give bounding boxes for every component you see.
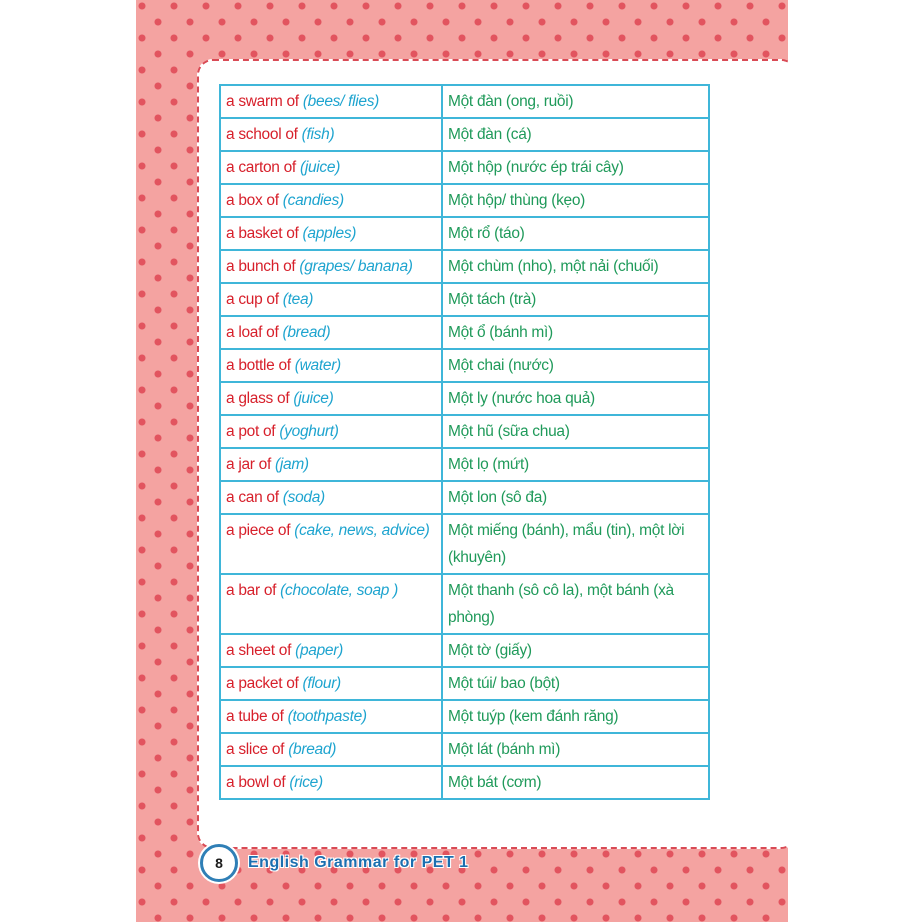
phrase-cell [220, 733, 442, 766]
table-row [220, 481, 709, 514]
phrase-cell [220, 151, 442, 184]
noun-example: (rice) [289, 774, 323, 791]
translation-cell: Một túi/ bao (bột) [442, 667, 709, 700]
quantity-phrase: a bunch of [226, 258, 300, 275]
translation-cell: Một thanh (sô cô la), một bánh (xà phòng) [442, 574, 709, 634]
phrase-cell [220, 349, 442, 382]
phrase-cell [220, 283, 442, 316]
phrase-cell [220, 448, 442, 481]
quantity-phrase: a school of [226, 126, 302, 143]
table-row [220, 217, 709, 250]
table-row [220, 349, 709, 382]
translation-cell: Một ổ (bánh mì) [442, 316, 709, 349]
phrase-cell [220, 634, 442, 667]
quantity-phrase: a piece of [226, 522, 295, 539]
quantity-phrase: a tube of [226, 708, 288, 725]
translation-cell: Một tách (trà) [442, 283, 709, 316]
table-row [220, 700, 709, 733]
noun-example: (jam) [275, 456, 309, 473]
noun-example: (juice) [293, 390, 334, 407]
noun-example: (yoghurt) [279, 423, 339, 440]
table-row [220, 316, 709, 349]
noun-example: (fish) [301, 126, 335, 143]
quantity-phrase: a can of [226, 489, 283, 506]
noun-example: (bees/ flies) [302, 93, 380, 110]
quantity-phrase: a pot of [226, 423, 280, 440]
quantity-phrase: a bar of [226, 582, 281, 599]
quantity-phrase: a loaf of [226, 324, 283, 341]
phrase-cell [220, 316, 442, 349]
noun-example: (cake, news, advice) [294, 522, 430, 539]
translation-cell: Một đàn (ong, ruồi) [442, 85, 709, 118]
phrase-cell [220, 766, 442, 799]
vocabulary-table [219, 84, 710, 800]
translation-cell: Một ly (nước hoa quả) [442, 382, 709, 415]
noun-example: (flour) [302, 675, 341, 692]
noun-example: (bread) [288, 741, 337, 758]
phrase-cell [220, 514, 442, 574]
quantity-phrase: a box of [226, 192, 283, 209]
table-row [220, 634, 709, 667]
table-row [220, 184, 709, 217]
translation-cell: Một lát (bánh mì) [442, 733, 709, 766]
phrase-cell [220, 382, 442, 415]
phrase-cell [220, 85, 442, 118]
noun-example: (chocolate, soap ) [280, 582, 398, 599]
quantity-phrase: a carton of [226, 159, 300, 176]
table-row [220, 574, 709, 634]
translation-cell: Một rổ (táo) [442, 217, 709, 250]
quantity-phrase: a bottle of [226, 357, 295, 374]
translation-cell: Một đàn (cá) [442, 118, 709, 151]
table-row [220, 733, 709, 766]
translation-cell: Một miếng (bánh), mẩu (tin), một lời (khuyên) [442, 514, 709, 574]
quantity-phrase: a glass of [226, 390, 294, 407]
table-row [220, 283, 709, 316]
quantity-phrase: a cup of [226, 291, 283, 308]
table-row [220, 667, 709, 700]
vocabulary-table-body [220, 85, 709, 799]
noun-example: (juice) [299, 159, 341, 176]
table-row [220, 85, 709, 118]
quantity-phrase: a swarm of [226, 93, 303, 110]
phrase-cell [220, 217, 442, 250]
noun-example: (apples) [302, 225, 357, 242]
table-row [220, 448, 709, 481]
quantity-phrase: a bowl of [226, 774, 290, 791]
quantity-phrase: a packet of [226, 675, 303, 692]
translation-cell: Một lon (sô đa) [442, 481, 709, 514]
table-row [220, 118, 709, 151]
noun-example: (candies) [282, 192, 344, 209]
translation-cell: Một tờ (giấy) [442, 634, 709, 667]
noun-example: (grapes/ banana) [299, 258, 413, 275]
table-row [220, 514, 709, 574]
page-footer [200, 845, 469, 881]
translation-cell: Một chai (nước) [442, 349, 709, 382]
translation-cell: Một hũ (sữa chua) [442, 415, 709, 448]
quantity-phrase: a sheet of [226, 642, 296, 659]
quantity-phrase: a jar of [226, 456, 275, 473]
table-row [220, 382, 709, 415]
phrase-cell [220, 415, 442, 448]
phrase-cell [220, 700, 442, 733]
phrase-cell [220, 184, 442, 217]
table-row [220, 250, 709, 283]
phrase-cell [220, 667, 442, 700]
translation-cell: Một chùm (nho), một nải (chuối) [442, 250, 709, 283]
phrase-cell [220, 250, 442, 283]
translation-cell: Một bát (cơm) [442, 766, 709, 799]
noun-example: (toothpaste) [287, 708, 367, 725]
page-number-badge: 8 [200, 844, 238, 882]
translation-cell: Một lọ (mứt) [442, 448, 709, 481]
noun-example: (tea) [282, 291, 314, 308]
quantity-phrase: a basket of [226, 225, 303, 242]
noun-example: (bread) [282, 324, 331, 341]
table-row [220, 766, 709, 799]
translation-cell: Một tuýp (kem đánh răng) [442, 700, 709, 733]
noun-example: (soda) [282, 489, 325, 506]
table-row [220, 415, 709, 448]
phrase-cell [220, 481, 442, 514]
phrase-cell [220, 574, 442, 634]
phrase-cell [220, 118, 442, 151]
translation-cell: Một hộp (nước ép trái cây) [442, 151, 709, 184]
noun-example: (paper) [295, 642, 343, 659]
translation-cell: Một hộp/ thùng (kẹo) [442, 184, 709, 217]
noun-example: (water) [294, 357, 341, 374]
quantity-phrase: a slice of [226, 741, 289, 758]
book-title: English Grammar for PET 1 [248, 854, 469, 871]
table-row [220, 151, 709, 184]
